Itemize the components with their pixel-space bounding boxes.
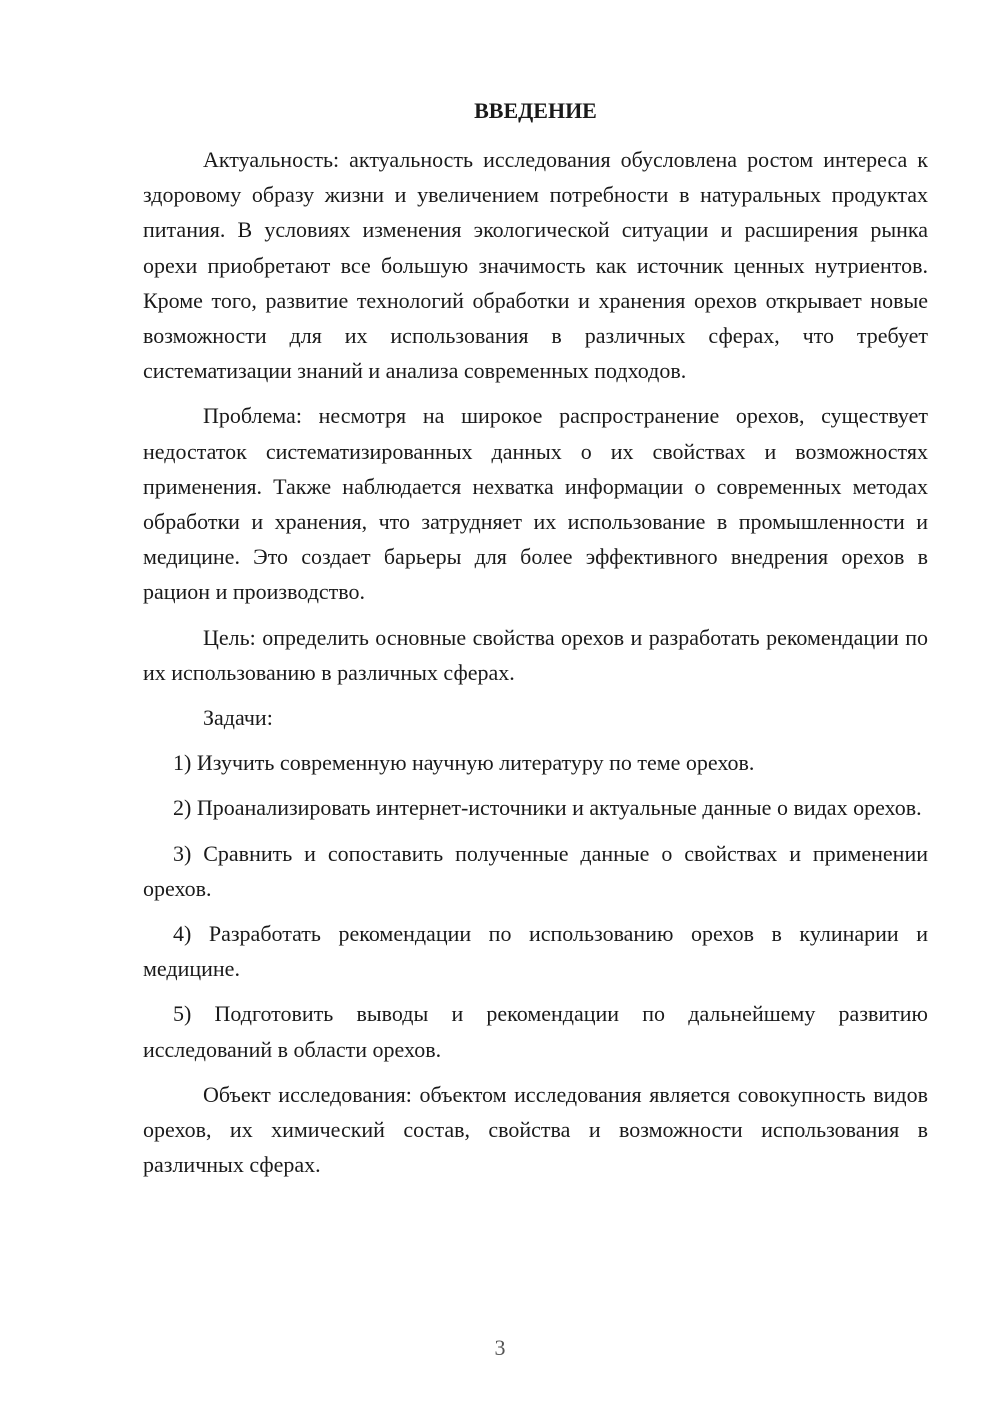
paragraph-relevance: Актуальность: актуальность исследования обусловлена ростом интереса к здоровому образу жизни и увеличением потребности в натуральных продуктах питания. В условиях изменения экологической ситуации и расширения рынка орехи приобретают все большую значимость как источник ценных нутриентов. Кроме того, развитие технологий обработки и хранения орехов открывает новые возможности для их использования в различных сферах, что требует систематизации знаний и анализа современных подходов. [143,147,928,384]
task-item: 4) Разработать рекомендации по использованию орехов в кулинарии и медицине. [143,921,928,982]
task-item: 5) Подготовить выводы и рекомендации по дальнейшему развитию исследований в области орехов. [143,1001,928,1062]
paragraph-problem: Проблема: несмотря на широкое распространение орехов, существует недостаток систематизированных данных о их свойствах и возможностях применения. Также наблюдается нехватка информации о современных методах обработки и хранения, что затрудняет их использование в промышленности и медицине. Это создает барьеры для более эффективного внедрения орехов в рацион и производство. [143,403,928,605]
paragraph-object: Объект исследования: объектом исследования является совокупность видов орехов, их химический состав, свойства и возможности использования в различных сферах. [143,1081,928,1178]
task-item: 1) Изучить современную научную литературу по теме орехов. [173,750,755,776]
paragraph-goal: Цель: определить основные свойства орехов и разработать рекомендации по их использованию в различных сферах. [143,624,928,685]
task-item: 3) Сравнить и сопоставить полученные данные о свойствах и применении орехов. [143,840,928,901]
task-item: 2) Проанализировать интернет-источники и актуальные данные о видах орехов. [173,795,922,821]
section-heading: ВВЕДЕНИЕ [474,98,597,123]
page-number: 3 [494,1335,506,1360]
document-body [143,142,928,1192]
tasks-label: Задачи: [203,705,273,731]
